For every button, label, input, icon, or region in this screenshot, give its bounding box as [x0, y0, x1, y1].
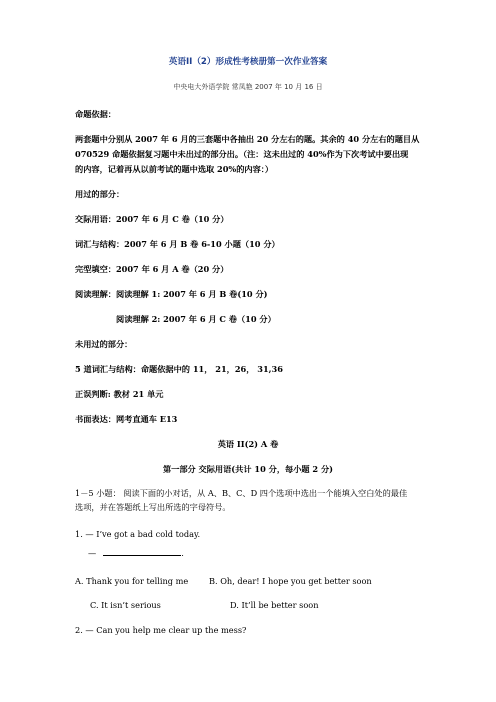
question-2-prompt: 2. — Can you help me clear up the mess?: [75, 625, 247, 635]
question-1-option-d: D. It’ll be better soon: [230, 600, 319, 610]
used-item: 阅读理解：阅读理解 1: 2007 年 6 月 B 卷(10 分): [75, 289, 268, 299]
basis-text-line-3: 的内容，记着再从以前考试的题中选取 20%的内容：）: [75, 164, 274, 174]
used-item: 词汇与结构：2007 年 6 月 B 卷 6-10 小题（10 分）: [75, 239, 280, 249]
answer-dash: —: [88, 548, 97, 558]
unused-item: 书面表达：网考直通车 E13: [75, 414, 178, 424]
answer-period: .: [181, 548, 184, 558]
unused-heading: 未用过的部分：: [75, 339, 133, 349]
used-item: 完型填空：2007 年 6 月 A 卷（20 分）: [75, 264, 229, 274]
instructions-line-1: 1－5 小题： 阅读下面的小对话，从 A、B、C、D 四个选项中选出一个能填入空白处的最佳: [75, 488, 408, 498]
document-title: 英语II（2）形成性考核册第一次作业答案: [168, 57, 328, 67]
document-byline: 中央电大外语学院 常凤艳 2007 年 10 月 16 日: [173, 83, 323, 91]
exam-title: 英语 II(2) A 卷: [217, 439, 279, 449]
basis-text-line-1: 两套题中分别从 2007 年 6 月的三套题中各抽出 20 分左右的题。其余的 40 分左右的题目从: [75, 134, 420, 144]
used-heading: 用过的部分：: [75, 189, 125, 199]
question-1-answer-line: [88, 546, 184, 559]
answer-blank: [103, 546, 181, 556]
question-1-option-a: A. Thank you for telling me: [75, 576, 189, 586]
basis-heading: 命题依据：: [75, 109, 116, 119]
used-item: 阅读理解 2: 2007 年 6 月 C 卷（10 分）: [116, 314, 276, 324]
instructions-line-2: 选项，并在答题纸上写出所选的字母符号。: [75, 502, 231, 512]
unused-item: 正误判断: 教材 21 单元: [75, 389, 164, 399]
question-1-prompt: 1. — I’ve got a bad cold today.: [75, 529, 201, 539]
question-1-option-c: C. It isn’t serious: [90, 600, 161, 610]
used-item: 交际用语：2007 年 6 月 C 卷（10 分）: [75, 214, 229, 224]
part-heading: 第一部分 交际用语(共计 10 分，每小题 2 分): [162, 464, 334, 474]
question-1-option-b: B. Oh, dear! I hope you get better soon: [209, 576, 372, 586]
unused-item: 5 道词汇与结构：命题依据中的 11， 21，26， 31,36: [75, 364, 283, 374]
basis-text-line-2: 070529 命题依据复习题中未出过的部分出。（注：这未出过的 40%作为下次考试中要出现: [75, 149, 409, 159]
